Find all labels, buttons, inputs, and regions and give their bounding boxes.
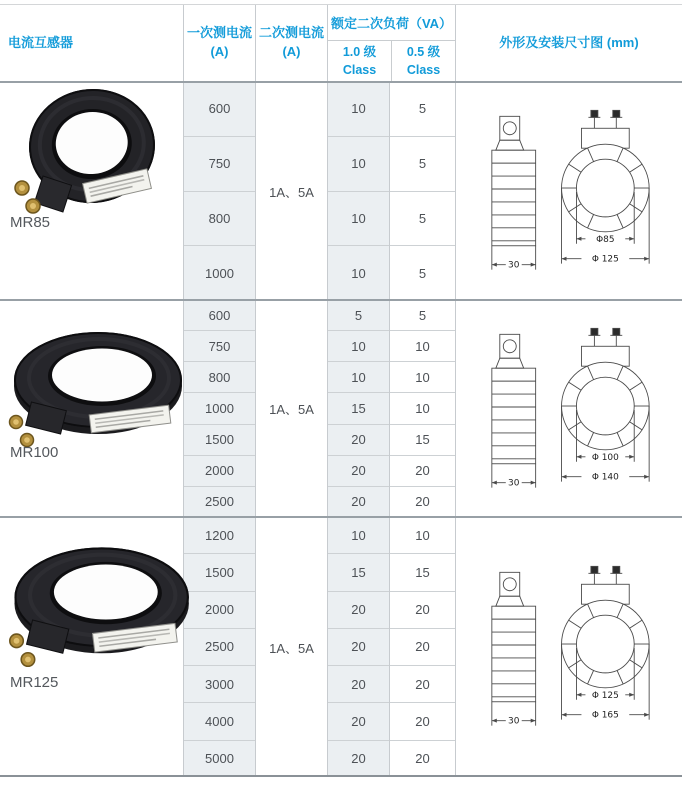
class05-value-cell: 20 [390, 629, 455, 666]
inner-diameter-label: Φ 100 [591, 452, 619, 463]
primary-current-column [183, 517, 255, 777]
header-bottom-rule [0, 81, 682, 83]
dimension-drawing [456, 92, 682, 290]
primary-value-cell: 750 [184, 137, 255, 192]
class05-value-cell: 15 [390, 425, 455, 456]
header-dimensions: 外形及安装尺寸图 (mm) [455, 4, 682, 82]
spec-table [0, 4, 682, 777]
header-secondary-current [255, 4, 327, 82]
class05-value-cell: 10 [390, 331, 455, 362]
dimension-cell [455, 517, 682, 777]
class05-column [389, 300, 455, 517]
header-primary-current [183, 4, 255, 82]
class10-value-cell: 10 [328, 331, 389, 362]
model-label: MR85 [10, 214, 51, 231]
class10-value-cell: 20 [328, 425, 389, 456]
section-divider-2 [0, 516, 682, 518]
toroid-photo [2, 322, 185, 448]
header-class-1_0 [328, 41, 391, 82]
primary-value-cell: 2500 [184, 629, 255, 666]
inner-diameter-label: Φ85 [596, 234, 615, 245]
header-class10-line2: Class [342, 62, 377, 77]
class10-value-cell: 5 [328, 300, 389, 331]
primary-value-cell: 2000 [184, 592, 255, 629]
header-transformer: 电流互感器 [8, 34, 74, 50]
side-width-label: 30 [508, 478, 520, 489]
dimension-drawing [456, 548, 682, 746]
side-view [492, 334, 536, 487]
header-class05-line1: 0.5 级 [406, 45, 441, 59]
primary-value-cell: 1000 [184, 246, 255, 300]
class05-value-cell: 5 [390, 300, 455, 331]
class10-value-cell: 10 [328, 246, 389, 300]
class05-value-cell: 20 [390, 592, 455, 629]
dimension-cell [455, 300, 682, 517]
primary-value-cell: 5000 [184, 741, 255, 777]
header-class05-line2: Class [406, 62, 441, 77]
dimension-cell [455, 82, 682, 300]
product-photo-mr85 [2, 84, 182, 221]
class05-value-cell: 5 [390, 137, 455, 192]
class10-value-cell: 10 [328, 137, 389, 192]
toroid-photo [2, 537, 192, 668]
secondary-current-cell: 1A、5A [255, 300, 327, 517]
header-burden-group [327, 4, 455, 82]
header-secondary-line2: (A) [282, 44, 301, 59]
model-label: MR100 [10, 444, 59, 461]
product-cell-mr125 [0, 517, 183, 777]
class10-value-cell: 20 [328, 703, 389, 740]
model-label: MR125 [10, 674, 59, 691]
primary-current-column [183, 82, 255, 300]
class10-value-cell: 20 [328, 456, 389, 487]
class05-value-cell: 20 [390, 703, 455, 740]
primary-value-cell: 3000 [184, 666, 255, 703]
dimension-drawing [456, 310, 682, 508]
class10-value-cell: 10 [328, 192, 389, 247]
class10-value-cell: 20 [328, 741, 389, 777]
class05-value-cell: 10 [390, 362, 455, 393]
class10-value-cell: 10 [328, 517, 389, 554]
header-burden: 额定二次负荷（VA） [328, 4, 455, 41]
class10-value-cell: 10 [328, 362, 389, 393]
primary-value-cell: 800 [184, 192, 255, 247]
class05-column [389, 82, 455, 300]
primary-value-cell: 600 [184, 82, 255, 137]
header-class-0_5 [391, 41, 455, 82]
class05-value-cell: 5 [390, 82, 455, 137]
class05-value-cell: 15 [390, 554, 455, 591]
primary-value-cell: 750 [184, 331, 255, 362]
class10-column [327, 300, 389, 517]
inner-diameter-label: Φ 125 [591, 690, 619, 701]
class10-value-cell: 20 [328, 487, 389, 517]
primary-value-cell: 2000 [184, 456, 255, 487]
primary-value-cell: 4000 [184, 703, 255, 740]
product-photo-mr100 [2, 322, 185, 453]
product-cell-mr100 [0, 300, 183, 517]
outer-diameter-label: Φ 165 [591, 710, 619, 721]
secondary-current-cell: 1A、5A [255, 517, 327, 777]
side-view [492, 572, 536, 725]
class05-value-cell: 5 [390, 246, 455, 300]
class10-value-cell: 20 [328, 592, 389, 629]
class10-column [327, 82, 389, 300]
class05-value-cell: 20 [390, 456, 455, 487]
class05-value-cell: 10 [390, 393, 455, 424]
side-view [492, 116, 536, 269]
header-primary-line1: 一次测电流 [186, 25, 252, 41]
toroid-photo [2, 84, 182, 216]
side-width-label: 30 [508, 260, 520, 271]
class05-value-cell: 20 [390, 666, 455, 703]
class10-value-cell: 20 [328, 666, 389, 703]
primary-value-cell: 1000 [184, 393, 255, 424]
primary-value-cell: 1500 [184, 554, 255, 591]
secondary-current-cell: 1A、5A [255, 82, 327, 300]
outer-diameter-label: Φ 125 [591, 254, 619, 265]
product-cell-mr85 [0, 82, 183, 300]
primary-value-cell: 1500 [184, 425, 255, 456]
class05-value-cell: 20 [390, 487, 455, 517]
class05-value-cell: 5 [390, 192, 455, 247]
product-photo-mr125 [2, 537, 192, 673]
primary-value-cell: 600 [184, 300, 255, 331]
primary-value-cell: 800 [184, 362, 255, 393]
class05-column [389, 517, 455, 777]
class10-value-cell: 20 [328, 629, 389, 666]
section-divider-1 [0, 299, 682, 301]
header-primary-line2: (A) [210, 44, 229, 59]
primary-current-column [183, 300, 255, 517]
class10-value-cell: 15 [328, 554, 389, 591]
header-class10-line1: 1.0 级 [342, 45, 377, 59]
table-top-rule [0, 4, 682, 5]
class10-column [327, 517, 389, 777]
table-bottom-rule [0, 775, 682, 777]
outer-diameter-label: Φ 140 [591, 472, 619, 483]
side-width-label: 30 [508, 716, 520, 727]
header-secondary-line1: 二次测电流 [258, 25, 324, 41]
class05-value-cell: 10 [390, 517, 455, 554]
class10-value-cell: 15 [328, 393, 389, 424]
class10-value-cell: 10 [328, 82, 389, 137]
primary-value-cell: 2500 [184, 487, 255, 517]
primary-value-cell: 1200 [184, 517, 255, 554]
class05-value-cell: 20 [390, 741, 455, 777]
